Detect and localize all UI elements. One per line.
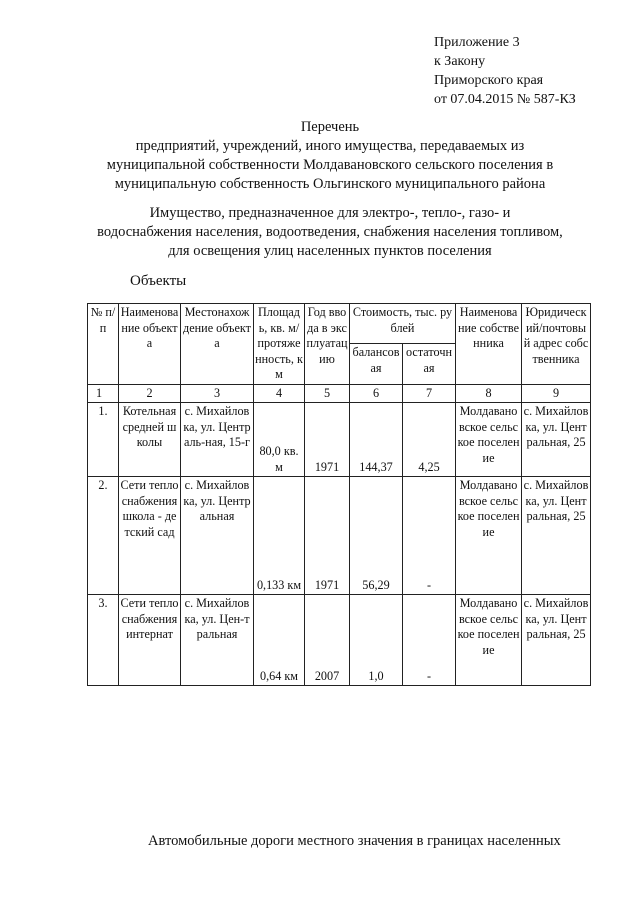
header-address: Юридический/почтовый адрес собственника [522,304,591,385]
row-owner: Молдавановское сельское поселение [456,595,522,686]
appendix-line: к Закону [434,54,486,69]
table-row [88,403,591,477]
row-year: 1971 [305,403,350,477]
row-address: с. Михайловка, ул. Центральная, 25 [522,403,591,477]
header-residual: остаточная [403,344,456,384]
title-line: предприятий, учреждений, иного имущества, передаваемых из [135,138,525,154]
column-number: 3 [181,384,254,403]
row-num: 3. [88,595,119,686]
row-residual: - [403,477,456,595]
row-year: 1971 [305,477,350,595]
table-row [88,595,591,686]
column-number: 8 [456,384,522,403]
row-name: Котельная средней школы [119,403,181,477]
column-number: 7 [403,384,456,403]
appendix-line: Приложение 3 [434,35,520,50]
row-address: с. Михайловка, ул. Центральная, 25 [522,477,591,595]
title-heading: Перечень [300,119,360,135]
row-balance: 56,29 [350,477,403,595]
header-balance: балансовая [350,344,403,384]
row-location: с. Михайловка, ул. Цен-тральная [181,595,254,686]
header-cost: Стоимость, тыс. рублей [350,304,456,344]
column-number: 4 [254,384,305,403]
header-name: Наименование объекта [119,304,181,385]
property-table [87,303,591,686]
appendix-reference [434,33,576,109]
header-area: Площадь, кв. м/ протяженность, км [254,304,305,385]
subtitle-line: Имущество, предназначенное для электро-, тепло-, газо- и [149,205,511,221]
column-number: 9 [522,384,591,403]
column-number: 5 [305,384,350,403]
header-location: Местонахождение объекта [181,304,254,385]
subtitle-line: водоснабжения населения, водоотведения, снабжения населения топливом, [97,224,563,240]
row-location: с. Михайловка, ул. Централь-ная, 15-г [181,403,254,477]
appendix-line: Приморского края [434,73,544,88]
column-number-row [88,384,591,403]
row-year: 2007 [305,595,350,686]
row-area: 80,0 кв. м [254,403,305,477]
title-line: муниципальную собственность Ольгинского муниципального района [114,176,546,192]
header-owner: Наименование собственника [456,304,522,385]
row-num: 1. [88,403,119,477]
appendix-line: от 07.04.2015 № 587-КЗ [434,92,576,107]
document-subtitle [60,204,600,261]
title-line: муниципальной собственности Молдавановского сельского поселения в [106,157,554,173]
row-area: 0,64 км [254,595,305,686]
row-residual: 4,25 [403,403,456,477]
table-row [88,477,591,595]
column-number: 1 [88,384,119,403]
column-number: 6 [350,384,403,403]
row-owner: Молдавановское сельское поселение [456,403,522,477]
row-num: 2. [88,477,119,595]
row-address: с. Михайловка, ул. Центральная, 25 [522,595,591,686]
row-name: Сети теплоснабжения интернат [119,595,181,686]
subtitle-line: для освещения улиц населенных пунктов поселения [168,243,492,259]
row-balance: 1,0 [350,595,403,686]
table-header-row [88,304,591,344]
next-section-heading: Автомобильные дороги местного значения в границах населенных [148,833,561,849]
header-num: № п/п [88,304,119,385]
section-label: Объекты [130,273,187,289]
row-balance: 144,37 [350,403,403,477]
header-year: Год ввода в эксплуатацию [305,304,350,385]
row-area: 0,133 км [254,477,305,595]
row-location: с. Михайловка, ул. Центральная [181,477,254,595]
row-owner: Молдавановское сельское поселение [456,477,522,595]
column-number: 2 [119,384,181,403]
row-residual: - [403,595,456,686]
row-name: Сети теплоснабжения школа - детский сад [119,477,181,595]
document-title [60,118,600,194]
